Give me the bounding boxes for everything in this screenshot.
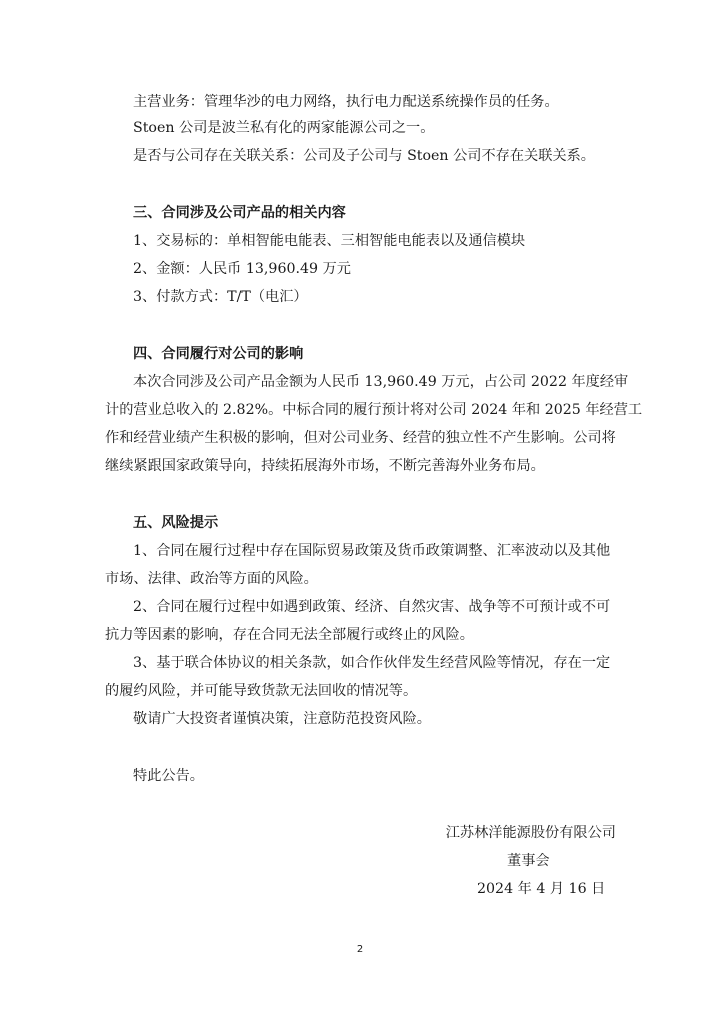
related-party-line: 是否与公司存在关联关系：公司及子公司与 Stoen 公司不存在关联关系。	[133, 148, 595, 164]
page-number: 2	[356, 944, 364, 955]
risk-line: 1、合同在履行过程中存在国际贸易政策及货币政策调整、汇率波动以及其他	[133, 543, 611, 559]
announcement-date: 2024 年 4 月 16 日	[477, 881, 606, 897]
privatized-line: Stoen 公司是波兰私有化的两家能源公司之一。	[133, 120, 435, 136]
section-3-item: 3、付款方式：T/T（电汇）	[133, 289, 308, 305]
investor-warning: 敬请广大投资者谨慎决策，注意防范投资风险。	[133, 711, 431, 727]
notice-line: 特此公告。	[133, 768, 204, 784]
section-4-heading: 四、合同履行对公司的影响	[133, 346, 304, 362]
section-4-paragraph-line: 计的营业总收入的 2.82%。中标合同的履行预计将对公司 2024 年和 2025 年经营工	[105, 402, 643, 418]
business-line: 主营业务：管理华沙的电力网络，执行电力配送系统操作员的任务。	[133, 94, 559, 110]
section-3-item: 2、金额：人民币 13,960.49 万元	[133, 261, 351, 277]
risk-line: 市场、法律、政治等方面的风险。	[105, 571, 318, 587]
risk-line: 3、基于联合体协议的相关条款，如合作伙伴发生经营风险等情况，存在一定	[133, 655, 611, 671]
section-4-paragraph-line: 继续紧跟国家政策导向，持续拓展海外市场，不断完善海外业务布局。	[105, 458, 545, 474]
company-name: 江苏林洋能源股份有限公司	[445, 825, 616, 841]
section-4-paragraph-line: 本次合同涉及公司产品金额为人民币 13,960.49 万元，占公司 2022 年度经审	[133, 374, 629, 390]
section-3-heading: 三、合同涉及公司产品的相关内容	[133, 205, 346, 221]
risk-line: 抗力等因素的影响，存在合同无法全部履行或终止的风险。	[105, 627, 474, 643]
section-4-paragraph-line: 作和经营业绩产生积极的影响，但对公司业务、经营的独立性不产生影响。公司将	[105, 430, 616, 446]
risk-line: 的履约风险，并可能导致货款无法回收的情况等。	[105, 683, 418, 699]
board-name: 董事会	[507, 853, 550, 869]
section-3-item: 1、交易标的：单相智能电能表、三相智能电能表以及通信模块	[133, 233, 526, 249]
section-5-heading: 五、风险提示	[133, 515, 219, 531]
risk-line: 2、合同在履行过程中如遇到政策、经济、自然灾害、战争等不可预计或不可	[133, 599, 611, 615]
